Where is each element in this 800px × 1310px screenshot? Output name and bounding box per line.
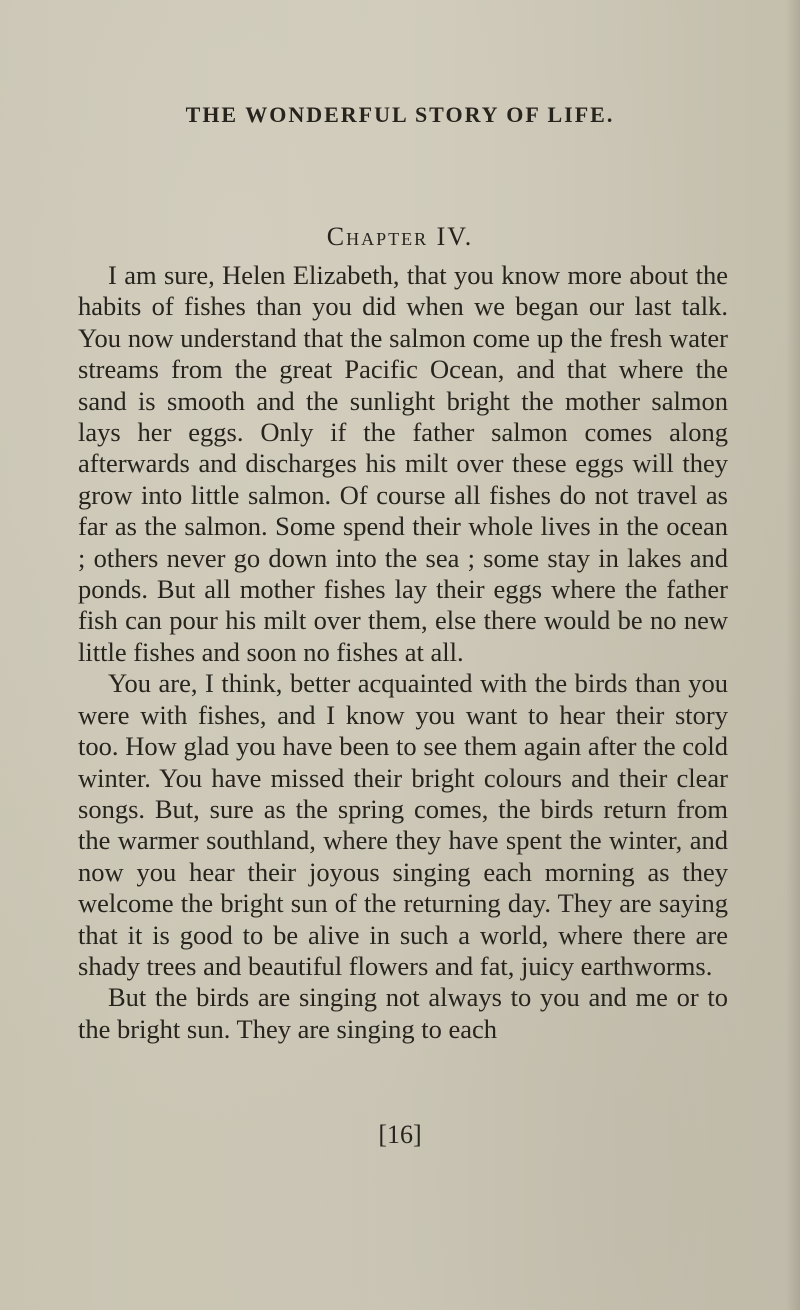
paragraph-2: You are, I think, better acquainted with the birds than you were with fishes, and I know you want to hear their story too. How glad you have been to see them again after the cold winter. You have missed their bright colours and their clear songs. But, sure as the spring comes, the birds return from the warmer southland, where they have spent the winter, and now you hear their joyous singing each morning as they welcome the bright sun of the returning day. They are saying that it is good to be alive in such a world, where there are shady trees and beautiful flowers and fat, juicy earthworms. (78, 668, 728, 981)
paragraph-3: But the birds are singing not always to you and me or to the bright sun. They are singing to each (78, 982, 728, 1044)
running-head: THE WONDERFUL STORY OF LIFE. (185, 102, 615, 127)
page-number: [16] (378, 1120, 422, 1149)
body-text (78, 260, 728, 1045)
page-edge-shadow (786, 0, 800, 1310)
paragraph-1: I am sure, Helen Elizabeth, that you know more about the habits of fishes than you did when we began our last talk. You now understand that the salmon come up the fresh water streams from the great Pacific Ocean, and that where the sand is smooth and the sunlight bright the mother salmon lays her eggs. Only if the father salmon comes along afterwards and discharges his milt over these eggs will they grow into little salmon. Of course all fishes do not travel as far as the salmon. Some spend their whole lives in the ocean ; others never go down into the sea ; some stay in lakes and ponds. But all mother fishes lay their eggs where the father fish can pour his milt over them, else there would be no new little fishes and soon no fishes at all. (78, 260, 728, 667)
chapter-heading: Chapter IV. (326, 222, 474, 251)
